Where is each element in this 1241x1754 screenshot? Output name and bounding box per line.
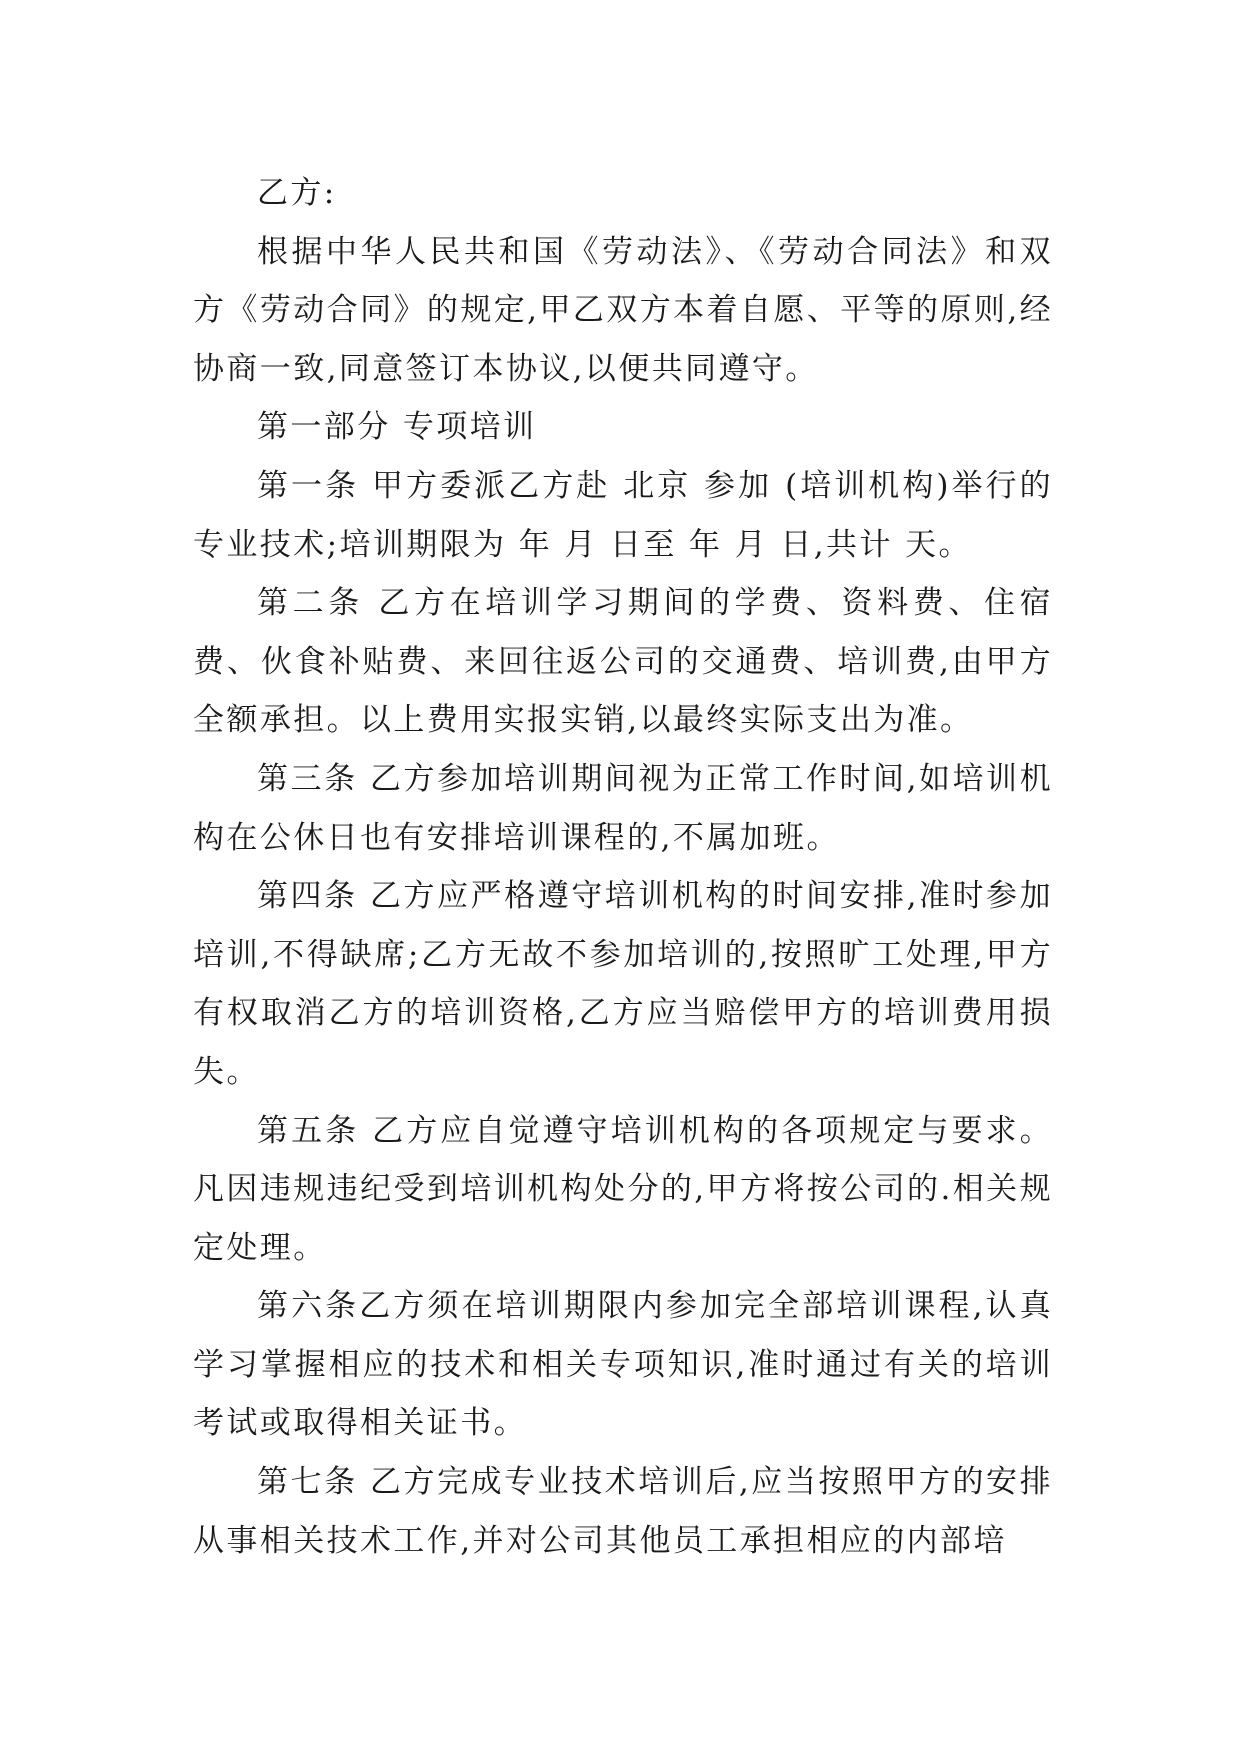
article-4: 第四条 乙方应严格遵守培训机构的时间安排,准时参加培训,不得缺席;乙方无故不参加培训的,按照旷工处理,甲方有权取消乙方的培训资格,乙方应当赔偿甲方的培训费用损失。 (193, 878, 1053, 1090)
article-7: 第七条 乙方完成专业技术培训后,应当按照甲方的安排从事相关技术工作,并对公司其他员工承担相应的内部培 (193, 1464, 1053, 1559)
document-body (193, 164, 1053, 1570)
paragraph-party-b: 乙方: (257, 175, 337, 211)
article-5: 第五条 乙方应自觉遵守培训机构的各项规定与要求。凡因违规违纪受到培训机构处分的,甲方将按公司的.相关规定处理。 (193, 1112, 1053, 1266)
article-2: 第二条 乙方在培训学习期间的学费、资料费、住宿费、伙食补贴费、来回往返公司的交通费、培训费,由甲方全额承担。以上费用实报实销,以最终实际支出为准。 (193, 585, 1053, 739)
article-3: 第三条 乙方参加培训期间视为正常工作时间,如培训机构在公休日也有安排培训课程的,不属加班。 (193, 760, 1053, 856)
paragraph-preamble: 根据中华人民共和国《劳动法》、《劳动合同法》和双方《劳动合同》的规定,甲乙双方本着自愿、平等的原则,经协商一致,同意签订本协议,以便共同遵守。 (193, 233, 1053, 387)
article-6: 第六条乙方须在培训期限内参加完全部培训课程,认真学习掌握相应的技术和相关专项知识,准时通过有关的培训考试或取得相关证书。 (193, 1288, 1053, 1442)
section-heading: 第一部分 专项培训 (257, 409, 537, 446)
article-1: 第一条 甲方委派乙方赴 北京 参加 (培训机构)举行的专业技术;培训期限为 年 月 日至 年 月 日,共计 天。 (193, 467, 1053, 563)
